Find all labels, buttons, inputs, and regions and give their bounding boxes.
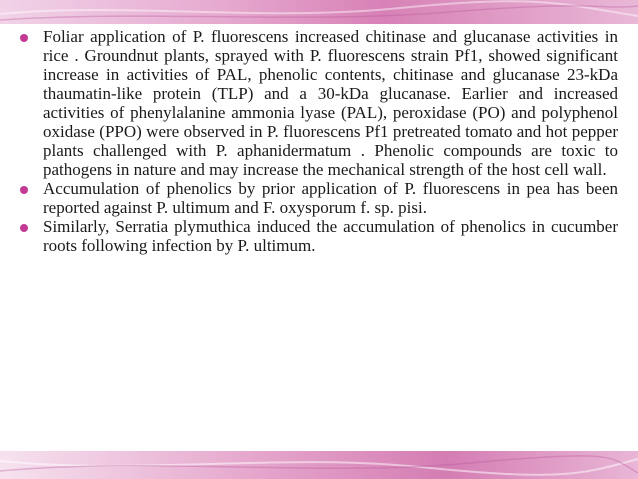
bullet-text: Accumulation of phenolics by prior application of P. fluorescens in pea has been reported against P. ultimum and F. oxysporum f. sp. pisi.	[43, 179, 618, 217]
bullet-item-3	[18, 217, 618, 255]
bullet-text: Similarly, Serratia plymuthica induced the accumulation of phenolics in cucumber roots following infection by P. ultimum.	[43, 217, 618, 255]
bullet-dot-icon	[20, 34, 28, 42]
top-swirl-decoration	[0, 0, 638, 24]
bullet-dot-icon	[20, 224, 28, 232]
bottom-swirl-decoration	[0, 451, 638, 479]
bullet-list	[18, 27, 618, 255]
bullet-item-2	[18, 179, 618, 217]
bullet-dot-icon	[20, 186, 28, 194]
bullet-text: Foliar application of P. fluorescens increased chitinase and glucanase activities in rice . Groundnut plants, sprayed with P. fluorescens strain Pf1, showed significant increase in activities of PAL, phenolic contents, chitinase and glucanase 23-kDa thaumatin-like protein (TLP) and a 30-kDa glucanase. Earlier and increased activities of phenylalanine ammonia lyase (PAL), peroxidase (PO) and polyphenol oxidase (PPO) were observed in P. fluorescens Pf1 pretreated tomato and hot pepper plants challenged with P. aphanidermatum . Phenolic compounds are toxic to pathogens in nature and may increase the mechanical strength of the host cell wall.	[43, 27, 618, 179]
bullet-item-1	[18, 27, 618, 179]
